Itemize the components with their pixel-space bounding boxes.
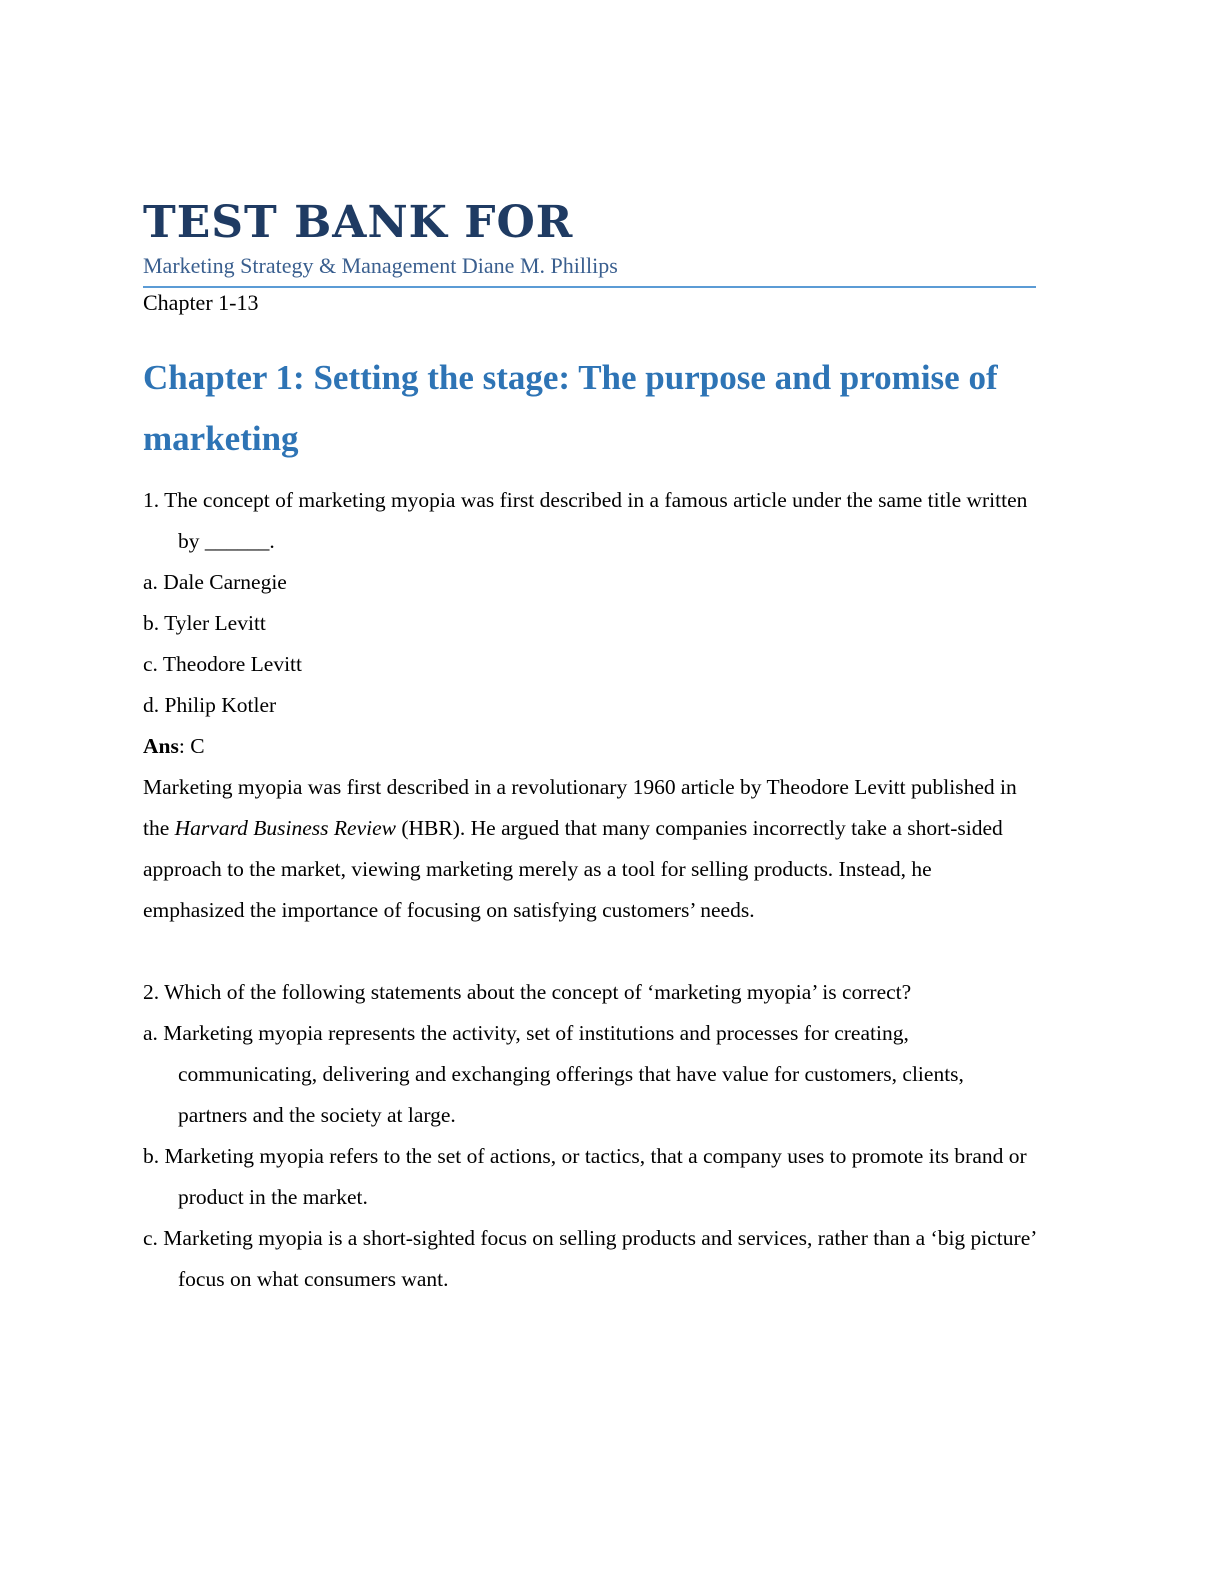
option-1b: b. Tyler Levitt [143, 611, 266, 635]
explanation-text: Marketing myopia was first described in a revolutionary 1960 article by Theodore Levitt published in the [143, 775, 1017, 840]
option-2b: b. Marketing myopia refers to the set of actions, or tactics, that a company uses to promote its brand or product in the market. [143, 1144, 1027, 1209]
questions-body [143, 480, 1038, 1300]
answer-1 [143, 726, 1038, 767]
option-1d: d. Philip Kotler [143, 693, 277, 717]
option-1c: c. Theodore Levitt [143, 652, 303, 676]
spacer [143, 931, 1038, 972]
question-1: 1. The concept of marketing myopia was first described in a famous article under the same title written by ______. [143, 488, 1028, 553]
document-subtitle: Marketing Strategy & Management Diane M. Phillips [143, 253, 618, 278]
chapter-heading: Chapter 1: Setting the stage: The purpose and promise of marketing [143, 358, 998, 458]
journal-name: Harvard Business Review [174, 816, 396, 840]
document-title: TEST BANK FOR [143, 197, 574, 248]
option-1a: a. Dale Carnegie [143, 570, 287, 594]
option-2c: c. Marketing myopia is a short-sighted focus on selling products and services, rather than a ‘big picture’ focus on what consumers want. [143, 1226, 1036, 1291]
explanation-text-cont: (HBR). He argued that many companies incorrectly take a short-sided approach to the market, viewing marketing merely as a tool for selling products. Instead, he emphasized the importance of focusing on satisfying customers’ needs. [143, 816, 1003, 922]
question-2: 2. Which of the following statements about the concept of ‘marketing myopia’ is correct? [143, 980, 912, 1004]
answer-label: Ans [143, 734, 179, 758]
option-2a: a. Marketing myopia represents the activity, set of institutions and processes for creating, communicating, delivering and exchanging offerings that have value for customers, clients, partners and the society at large. [143, 1021, 964, 1127]
header-divider [143, 286, 1036, 288]
answer-value: : C [178, 734, 205, 758]
chapter-range: Chapter 1-13 [143, 290, 259, 315]
explanation-1 [143, 767, 1038, 931]
